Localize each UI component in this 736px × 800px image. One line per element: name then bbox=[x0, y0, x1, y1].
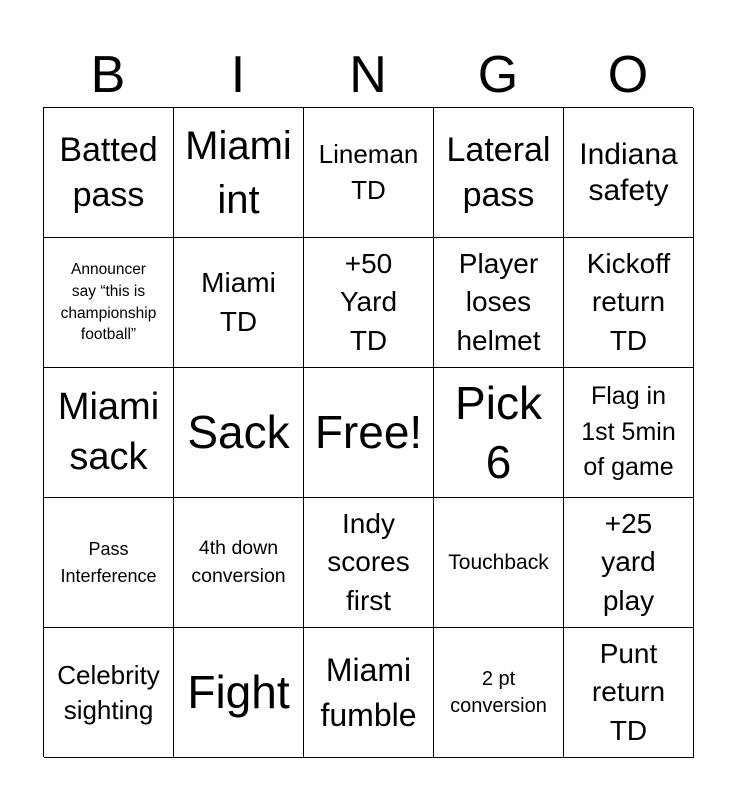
cell-label: +25 yard play bbox=[601, 507, 656, 616]
bingo-cell-r5c3[interactable] bbox=[304, 628, 434, 758]
cell-label: Punt return TD bbox=[591, 637, 666, 746]
cell-label: Miami sack bbox=[57, 386, 160, 478]
bingo-cell-r2c4[interactable] bbox=[434, 238, 564, 368]
cell-label: Player loses helmet bbox=[456, 247, 541, 356]
cell-label: 4th down conversion bbox=[191, 537, 286, 587]
header-letter-b: B bbox=[90, 46, 126, 104]
bingo-cell-r2c3[interactable] bbox=[304, 238, 434, 368]
cell-label: 2 pt conversion bbox=[450, 667, 547, 717]
cell-label: Lineman TD bbox=[318, 139, 419, 205]
header-letter-o: O bbox=[607, 46, 649, 104]
bingo-cell-r3c1[interactable] bbox=[44, 368, 174, 498]
cell-label: Lateral pass bbox=[446, 131, 551, 214]
bingo-cell-r1c5[interactable] bbox=[564, 108, 694, 238]
cell-label: Miami TD bbox=[201, 266, 276, 337]
header-letter-n: N bbox=[349, 46, 387, 104]
bingo-cell-r3c5[interactable] bbox=[564, 368, 694, 498]
cell-label: +50 Yard TD bbox=[339, 247, 398, 356]
cell-label: Flag in 1st 5min of game bbox=[581, 382, 676, 482]
header-letter-i: I bbox=[230, 46, 246, 104]
cell-label: Kickoff return TD bbox=[586, 247, 671, 356]
bingo-cell-r2c1[interactable] bbox=[44, 238, 174, 368]
bingo-cell-r1c3[interactable] bbox=[304, 108, 434, 238]
cell-label: Touchback bbox=[448, 550, 549, 574]
bingo-cell-r2c5[interactable] bbox=[564, 238, 694, 368]
bingo-cell-r3c4[interactable] bbox=[434, 368, 564, 498]
cell-label: Announcer say “this is championship football” bbox=[60, 261, 157, 344]
cell-label: Sack bbox=[187, 406, 290, 459]
bingo-cell-r1c1[interactable] bbox=[44, 108, 174, 238]
bingo-cell-r5c2[interactable] bbox=[174, 628, 304, 758]
cell-label: Batted pass bbox=[59, 131, 158, 214]
bingo-cell-r2c2[interactable] bbox=[174, 238, 304, 368]
bingo-cell-r1c2[interactable] bbox=[174, 108, 304, 238]
bingo-cell-r4c1[interactable] bbox=[44, 498, 174, 628]
bingo-cell-r5c4[interactable] bbox=[434, 628, 564, 758]
cell-label: Pass Interference bbox=[60, 539, 157, 586]
cell-label: Free! bbox=[314, 406, 423, 459]
cell-label: Celebrity sighting bbox=[57, 659, 160, 725]
cell-label: Fight bbox=[187, 666, 290, 719]
bingo-cell-r4c3[interactable] bbox=[304, 498, 434, 628]
cell-label: Miami int bbox=[185, 123, 292, 222]
header-letter-g: G bbox=[477, 46, 519, 104]
bingo-cell-r5c1[interactable] bbox=[44, 628, 174, 758]
bingo-cell-r4c5[interactable] bbox=[564, 498, 694, 628]
cell-label: Pick 6 bbox=[455, 376, 542, 488]
cell-label: Indiana safety bbox=[579, 137, 678, 207]
cell-label: Indy scores first bbox=[327, 507, 410, 616]
bingo-cell-r3c3[interactable] bbox=[304, 368, 434, 498]
bingo-cell-r4c4[interactable] bbox=[434, 498, 564, 628]
bingo-header bbox=[43, 42, 693, 108]
bingo-board bbox=[43, 107, 693, 757]
bingo-cell-r3c2[interactable] bbox=[174, 368, 304, 498]
cell-label: Miami fumble bbox=[320, 651, 417, 733]
bingo-cell-r5c5[interactable] bbox=[564, 628, 694, 758]
bingo-cell-r4c2[interactable] bbox=[174, 498, 304, 628]
bingo-cell-r1c4[interactable] bbox=[434, 108, 564, 238]
